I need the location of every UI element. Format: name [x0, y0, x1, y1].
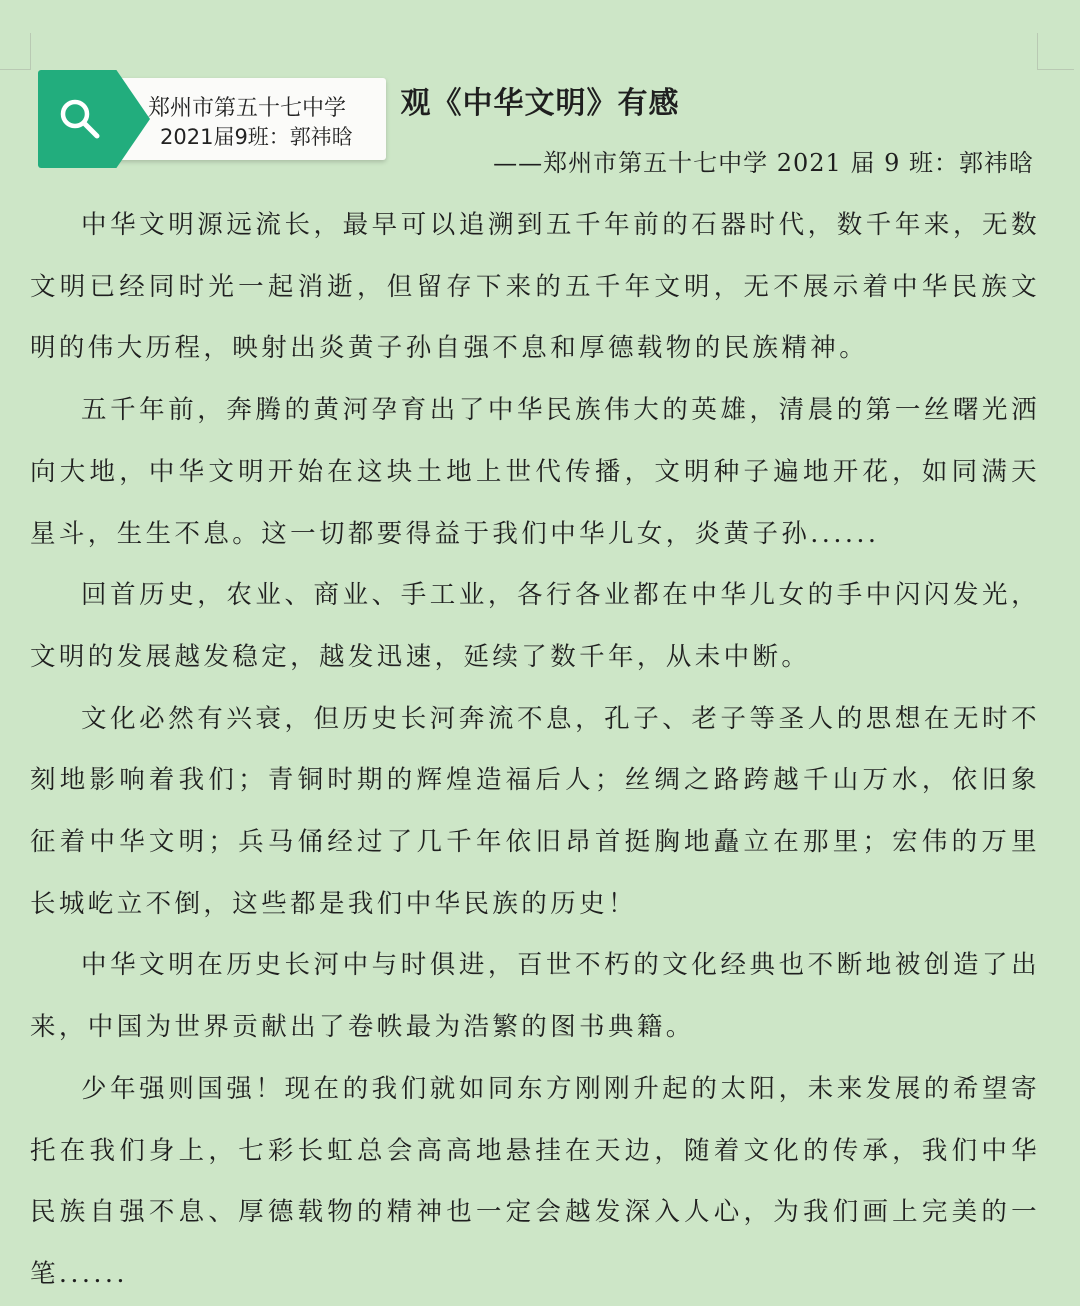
page-corner-mark-left	[0, 33, 31, 70]
paragraph: 文化必然有兴衰，但历史长河奔流不息，孔子、老子等圣人的思想在无时不刻地影响着我们；青铜时期的辉煌造福后人；丝绸之路跨越千山万水，依旧象征着中华文明；兵马俑经过了几千年依旧昂首挺胸地矗立在那里；宏伟的万里长城屹立不倒，这些都是我们中华民族的历史！	[30, 703, 1040, 919]
search-tag[interactable]	[38, 70, 388, 170]
document-body	[30, 195, 1040, 1306]
page-corner-mark-right	[1037, 33, 1074, 70]
paragraph: 中华文明源远流长，最早可以追溯到五千年前的石器时代，数千年来，无数文明已经同时光一起消逝，但留存下来的五千年文明，无不展示着中华民族文明的伟大历程，映射出炎黄子孙自强不息和厚德载物的民族精神。	[30, 210, 1040, 364]
document-byline: ——郑州市第五十七中学 2021 届 9 班：郭祎晗	[493, 149, 1034, 177]
paragraph: 五千年前，奔腾的黄河孕育出了中华民族伟大的英雄，清晨的第一丝曙光洒向大地，中华文明开始在这块土地上世代传播，文明种子遍地开花，如同满天星斗，生生不息。这一切都要得益于我们中华儿女，炎黄子孙......	[30, 395, 1040, 549]
document-title: 观《中华文明》有感	[400, 86, 680, 121]
search-tag-school: 郑州市第五十七中学	[148, 96, 347, 121]
paragraph: 中华文明在历史长河中与时俱进，百世不朽的文化经典也不断地被创造了出来，中国为世界贡献出了卷帙最为浩繁的图书典籍。	[30, 950, 1040, 1043]
search-tag-class: 2021届9班：郭祎晗	[160, 125, 353, 149]
paragraph: 回首历史，农业、商业、手工业，各行各业都在中华儿女的手中闪闪发光，文明的发展越发稳定，越发迅速，延续了数千年，从未中断。	[30, 580, 1040, 672]
search-icon	[58, 97, 102, 141]
paragraph: 少年强则国强！现在的我们就如同东方刚刚升起的太阳，未来发展的希望寄托在我们身上，七彩长虹总会高高地悬挂在天边，随着文化的传承，我们中华民族自强不息、厚德载物的精神也一定会越发深入人心，为我们画上完美的一笔......	[30, 1073, 1040, 1289]
